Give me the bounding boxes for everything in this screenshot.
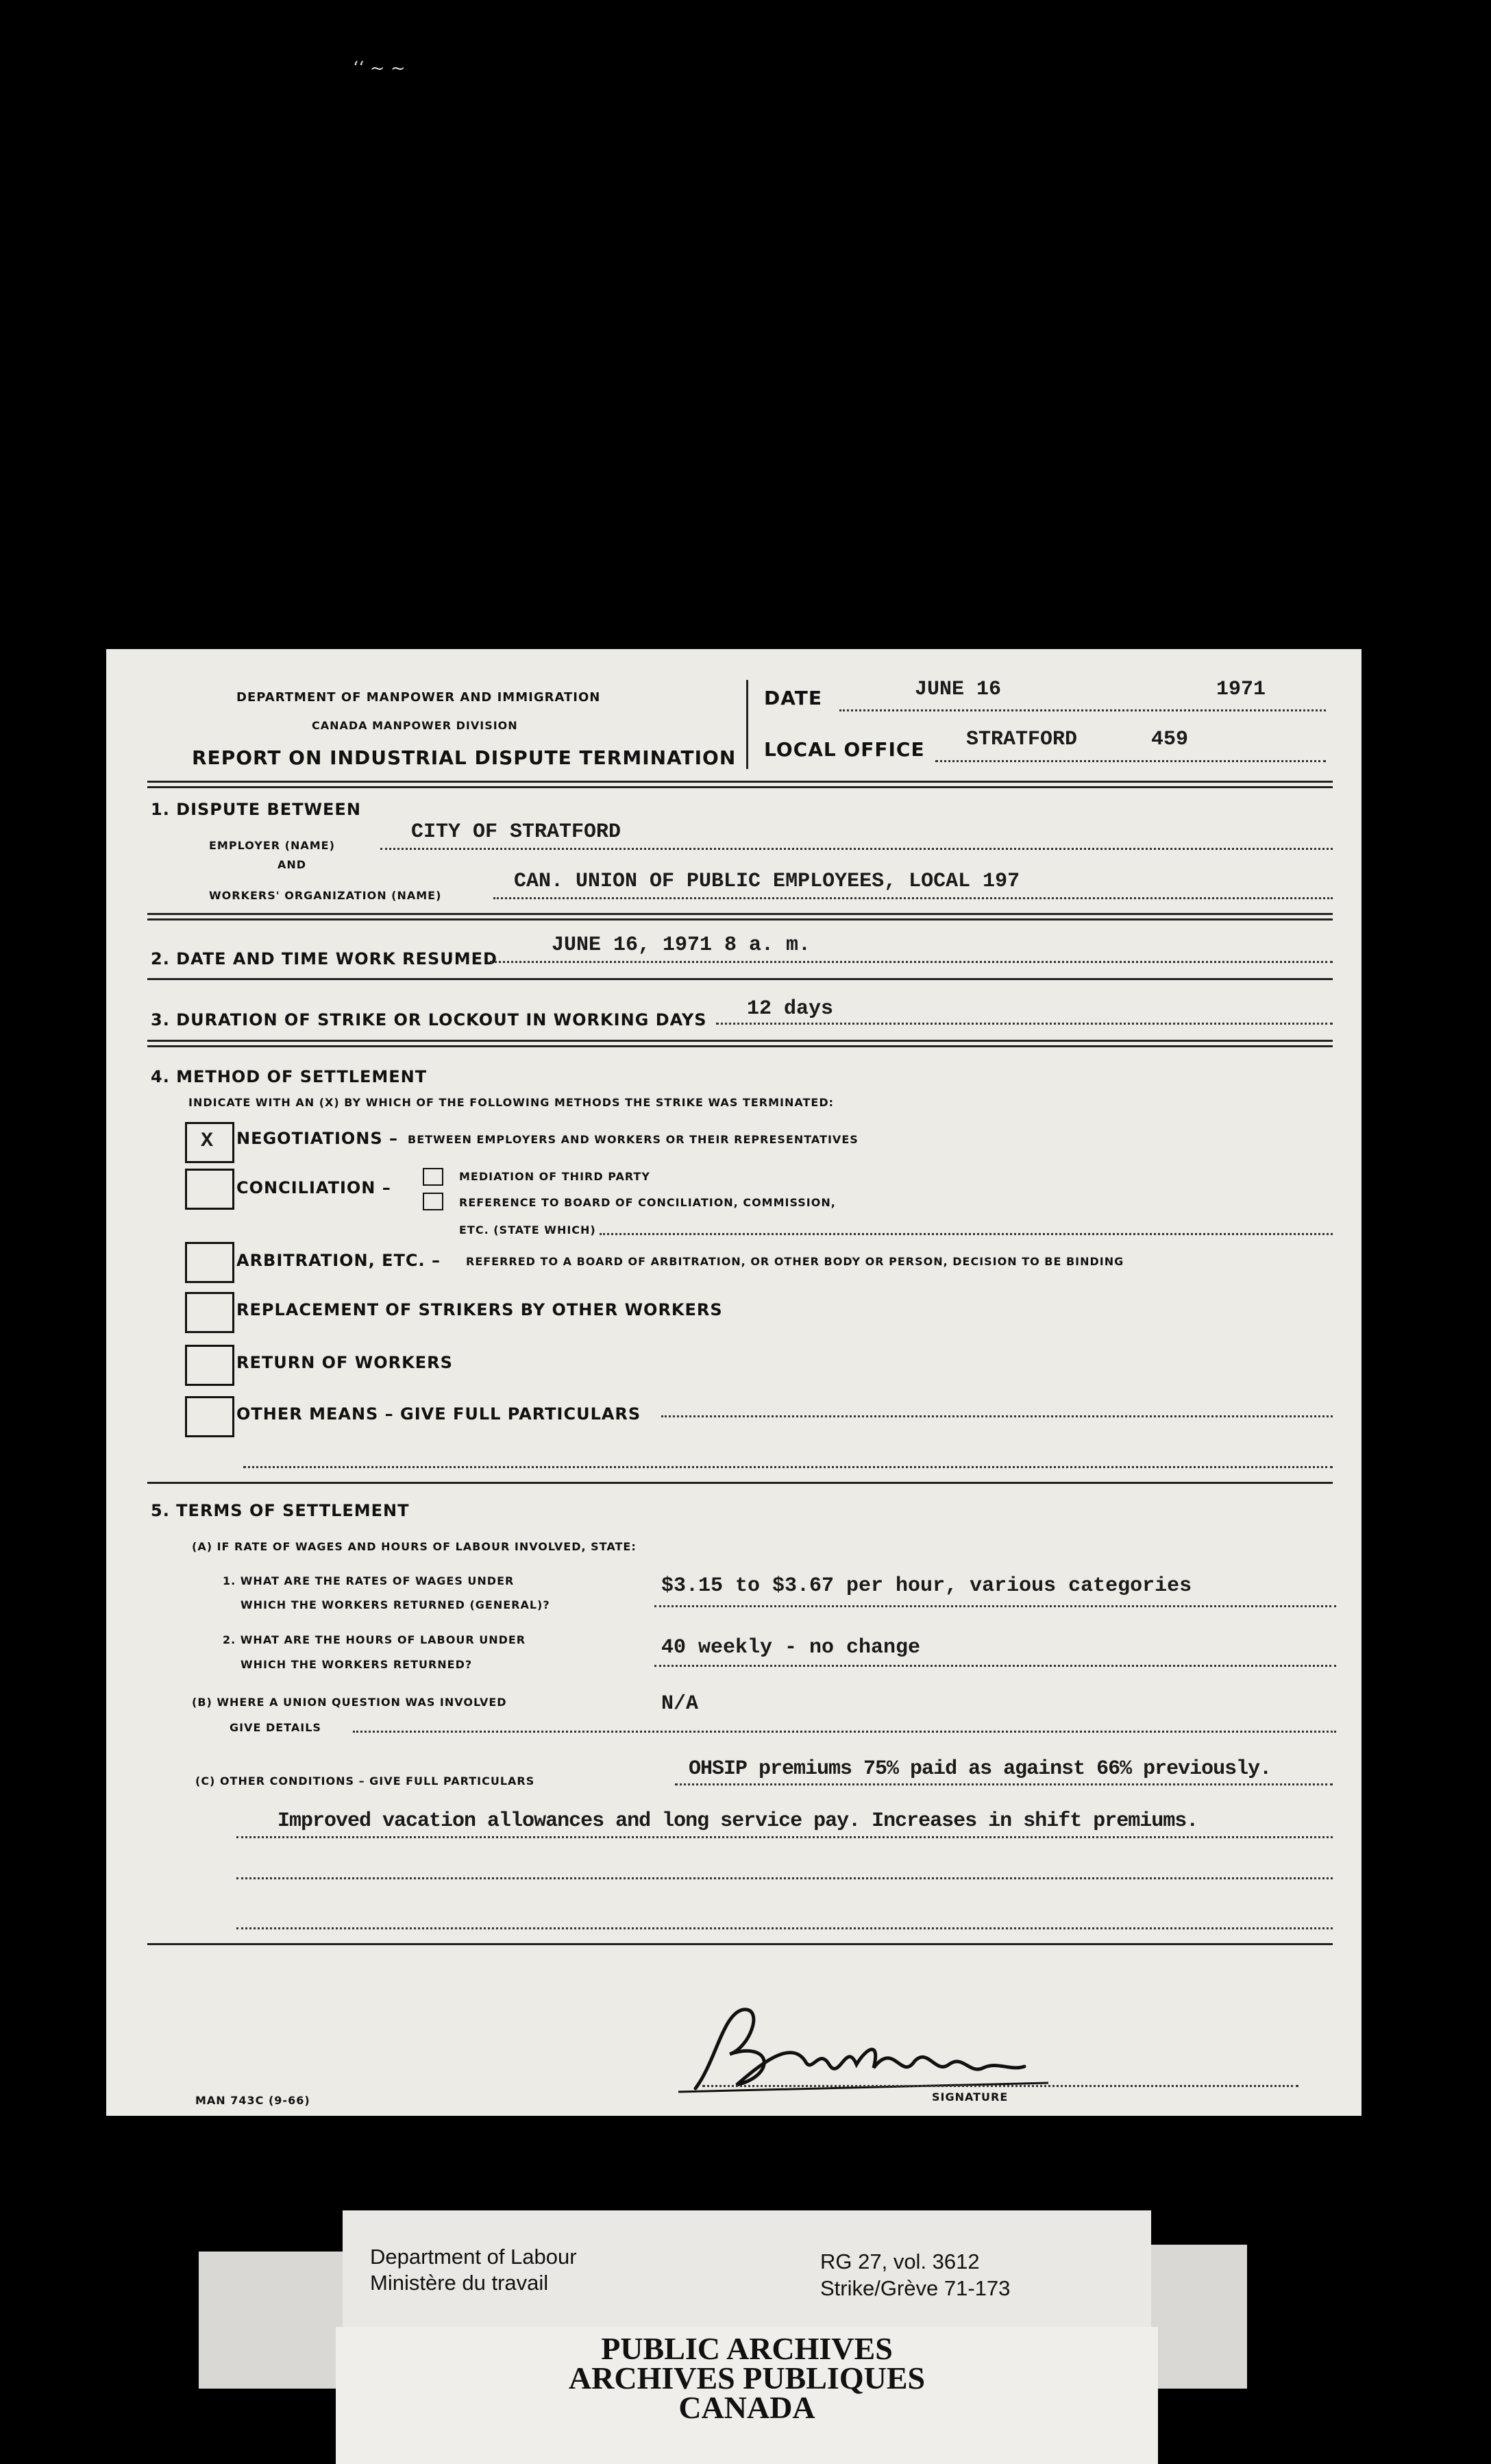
replacement-label: REPLACEMENT OF STRIKERS BY OTHER WORKERS xyxy=(236,1300,723,1319)
negotiations-label: NEGOTIATIONS – xyxy=(236,1129,399,1148)
hours-question-line2: WHICH THE WORKERS RETURNED? xyxy=(241,1658,473,1671)
other-conditions-value-1: OHSIP premiums 75% paid as against 66% previously. xyxy=(689,1757,1272,1781)
conciliation-checkbox[interactable] xyxy=(185,1169,234,1210)
archive-ref: RG 27, vol. 3612 xyxy=(820,2249,980,2273)
rule-1 xyxy=(147,781,1333,783)
section2-label: 2. DATE AND TIME WORK RESUMED xyxy=(151,949,497,968)
union-question-line1: (B) WHERE A UNION QUESTION WAS INVOLVED xyxy=(192,1696,507,1709)
date-value: JUNE 16 xyxy=(915,678,1002,701)
mediation-label: MEDIATION OF THIRD PARTY xyxy=(459,1170,650,1183)
mediation-checkbox[interactable] xyxy=(423,1168,443,1186)
rule-2 xyxy=(147,913,1333,915)
section5-title: 5. TERMS OF SETTLEMENT xyxy=(151,1501,410,1520)
other-conditions-line-4 xyxy=(236,1927,1333,1929)
archive-label-card xyxy=(343,2210,1151,2464)
duration-value: 12 days xyxy=(747,997,834,1021)
header-divider xyxy=(746,680,748,769)
negotiations-mark: X xyxy=(201,1130,214,1153)
rule-1b xyxy=(147,786,1333,788)
dispute-form xyxy=(106,649,1361,2116)
rule-4b xyxy=(147,1045,1333,1047)
other-means-checkbox[interactable] xyxy=(185,1396,234,1437)
dept-name: DEPARTMENT OF MANPOWER AND IMMIGRATION xyxy=(236,690,601,705)
office-number: 459 xyxy=(1151,728,1189,751)
arbitration-label: ARBITRATION, ETC. – xyxy=(236,1251,441,1270)
arbitration-desc: REFERRED TO A BOARD OF ARBITRATION, OR OTHER BODY OR PERSON, DECISION TO BE BINDING xyxy=(466,1255,1124,1268)
office-value: STRATFORD xyxy=(966,728,1078,751)
date-label: DATE xyxy=(764,687,822,709)
reference-label: REFERENCE TO BOARD OF CONCILIATION, COMMISSION, xyxy=(459,1196,836,1209)
signature-line xyxy=(702,2085,1298,2087)
conciliation-label: CONCILIATION – xyxy=(236,1178,391,1197)
return-checkbox[interactable] xyxy=(185,1345,234,1386)
and-label: AND xyxy=(278,858,307,871)
form-code: MAN 743C (9-66) xyxy=(195,2094,310,2107)
other-conditions-value-2: Improved vacation allowances and long service pay. Increases in shift premiums. xyxy=(278,1809,1198,1833)
rule-3 xyxy=(147,978,1333,980)
division-name: CANADA MANPOWER DIVISION xyxy=(312,719,518,732)
archive-line-1: PUBLIC ARCHIVES xyxy=(601,2331,893,2366)
form-title: REPORT ON INDUSTRIAL DISPUTE TERMINATION xyxy=(192,746,737,769)
wages-question-line1: 1. WHAT ARE THE RATES OF WAGES UNDER xyxy=(223,1574,515,1587)
other-conditions-line-3 xyxy=(236,1877,1333,1879)
section4-instruction: INDICATE WITH AN (X) BY WHICH OF THE FOLLOWING METHODS THE STRIKE WAS TERMINATED: xyxy=(188,1096,834,1109)
hours-line xyxy=(654,1665,1336,1667)
workers-label: WORKERS' ORGANIZATION (NAME) xyxy=(209,889,442,902)
rule-6 xyxy=(147,1943,1333,1945)
union-question-line2: GIVE DETAILS xyxy=(230,1721,321,1734)
local-office-label: LOCAL OFFICE xyxy=(764,738,925,761)
date-line xyxy=(839,709,1326,711)
year-value: 1971 xyxy=(1216,678,1266,701)
archive-dept-fr: Ministère du travail xyxy=(370,2271,549,2295)
union-line xyxy=(353,1731,1336,1733)
archive-line-2: ARCHIVES PUBLIQUES xyxy=(568,2361,926,2395)
office-line xyxy=(935,760,1326,762)
section4-title: 4. METHOD OF SETTLEMENT xyxy=(151,1067,428,1086)
etc-state-line xyxy=(600,1233,1333,1235)
archive-strike: Strike/Grève 71-173 xyxy=(820,2276,1011,2300)
other-means-line-1 xyxy=(661,1415,1333,1417)
hours-question-line1: 2. WHAT ARE THE HOURS OF LABOUR UNDER xyxy=(223,1633,526,1646)
section5-a-intro: (A) IF RATE OF WAGES AND HOURS OF LABOUR INVOLVED, STATE: xyxy=(192,1540,637,1553)
other-means-label: OTHER MEANS – GIVE FULL PARTICULARS xyxy=(236,1404,641,1424)
return-label: RETURN OF WORKERS xyxy=(236,1353,453,1372)
resumed-value: JUNE 16, 1971 8 a. m. xyxy=(552,934,811,957)
archive-dept-en: Department of Labour xyxy=(370,2245,577,2269)
signature-label: SIGNATURE xyxy=(932,2090,1009,2103)
hours-value: 40 weekly - no change xyxy=(661,1636,921,1659)
employer-label: EMPLOYER (NAME) xyxy=(209,839,335,852)
workers-line xyxy=(493,897,1333,899)
other-means-line-2 xyxy=(243,1466,1333,1468)
workers-value: CAN. UNION OF PUBLIC EMPLOYEES, LOCAL 197 xyxy=(514,870,1020,893)
rule-4 xyxy=(147,1040,1333,1042)
top-scribble: ʻʻ ~ ~ xyxy=(353,58,406,79)
employer-line xyxy=(380,848,1333,850)
other-conditions-line-1 xyxy=(675,1783,1333,1785)
reference-checkbox[interactable] xyxy=(423,1193,443,1210)
other-conditions-line-2 xyxy=(236,1836,1333,1838)
other-conditions-label: (C) OTHER CONDITIONS – GIVE FULL PARTICULARS xyxy=(195,1774,535,1788)
rule-5 xyxy=(147,1482,1333,1484)
archive-line-3: CANADA xyxy=(678,2390,815,2425)
section1-title: 1. DISPUTE BETWEEN xyxy=(151,800,361,819)
duration-line xyxy=(716,1023,1333,1025)
union-value: N/A xyxy=(661,1692,699,1716)
negotiations-desc: BETWEEN EMPLOYERS AND WORKERS OR THEIR REPRESENTATIVES xyxy=(408,1133,859,1146)
wages-line xyxy=(654,1605,1336,1607)
arbitration-checkbox[interactable] xyxy=(185,1242,234,1283)
resumed-line xyxy=(490,961,1333,963)
wages-value: $3.15 to $3.67 per hour, various categories xyxy=(661,1574,1192,1598)
archive-side-tab-left xyxy=(199,2252,346,2389)
replacement-checkbox[interactable] xyxy=(185,1292,234,1333)
section3-label: 3. DURATION OF STRIKE OR LOCKOUT IN WORKING DAYS xyxy=(151,1010,707,1029)
employer-value: CITY OF STRATFORD xyxy=(411,820,621,844)
wages-question-line2: WHICH THE WORKERS RETURNED (GENERAL)? xyxy=(241,1598,550,1611)
negotiations-checkbox[interactable] xyxy=(185,1122,234,1163)
etc-state-label: ETC. (STATE WHICH) xyxy=(459,1223,596,1236)
rule-2b xyxy=(147,918,1333,920)
